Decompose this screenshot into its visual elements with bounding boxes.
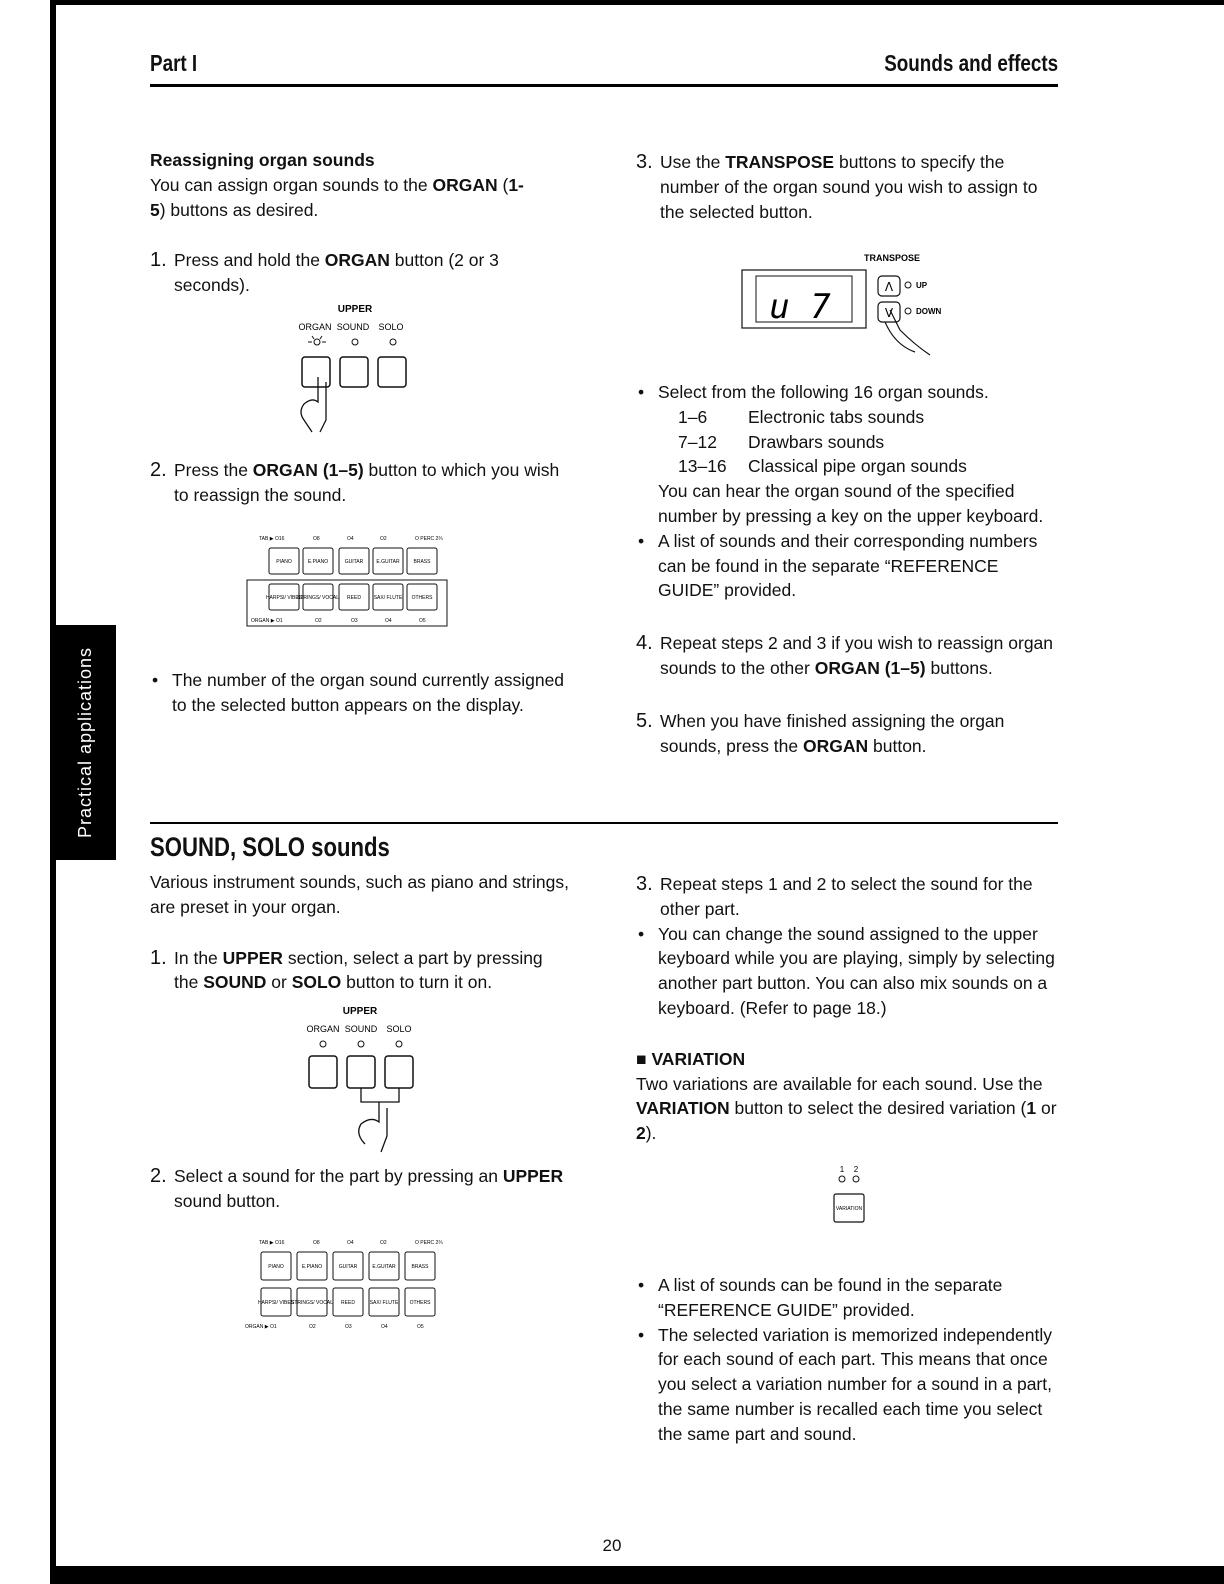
tone-label: E.PIANO — [307, 559, 329, 565]
tone-panel-2 — [245, 1236, 455, 1334]
organ-mark: ORGAN ▶ O1 — [251, 618, 283, 624]
section1-step1: 1. Press and hold the ORGAN button (2 or 3 seconds). — [150, 249, 499, 296]
variation-button-illustration — [828, 1162, 872, 1228]
sound-button[interactable] — [347, 1056, 375, 1088]
variation-num-2: 2 — [853, 1165, 859, 1174]
solo-part-label: SOLO — [378, 322, 404, 332]
section2-bullet-change: • You can change the sound assigned to the upper keyboard while you are playing, simply by selecting another part button. You can also mix sounds on a keyboard. (Refer to page 18.) — [636, 922, 1058, 1021]
down-label: DOWN — [916, 307, 942, 316]
range-row: 7–12 Drawbars sounds — [678, 431, 885, 452]
sound-part-label: SOUND — [344, 1024, 378, 1034]
pressing-hand-icon — [359, 1088, 399, 1152]
section1-subheading: Reassigning organ sounds — [150, 150, 375, 170]
organ-part-label: ORGAN — [306, 1024, 340, 1034]
up-led — [905, 282, 911, 288]
solo-button[interactable] — [378, 357, 406, 387]
tone-label: GUITAR — [338, 1264, 358, 1270]
tab-mark: O2 — [380, 1240, 387, 1246]
section2-left-column — [150, 870, 570, 995]
section1-left-bullet — [150, 668, 570, 718]
upper-part-buttons-illustration — [290, 302, 420, 442]
variation-num-1: 1 — [839, 1165, 845, 1174]
tone-label: STRINGS/ VOCAL — [297, 595, 339, 601]
sound-led — [352, 339, 358, 345]
section1-step5: 5. When you have finished assigning the organ sounds, press the ORGAN button. — [636, 709, 1005, 756]
tone-label: OTHERS — [409, 1300, 431, 1306]
side-tab — [56, 625, 116, 860]
sound-led — [358, 1041, 364, 1047]
section1-intro: You can assign organ sounds to the ORGAN (1- 5) buttons as desired. — [150, 174, 524, 220]
organ-mark: O4 — [381, 1324, 388, 1330]
section1-step2-block — [150, 458, 570, 508]
tone-label: BRASS — [411, 1264, 429, 1270]
tab-mark: O PERC 2⅔ — [415, 1240, 443, 1246]
tone-label: PIANO — [268, 1264, 284, 1270]
variation-text: Two variations are available for each sound. Use the VARIATION button to select the desired variation (1 or 2). — [636, 1073, 1057, 1144]
sound-part-label: SOUND — [336, 322, 370, 332]
organ-part-label: ORGAN — [298, 322, 332, 332]
section2-step3: 3. Repeat steps 1 and 2 to select the sound for the other part. — [636, 873, 1033, 919]
tone-label: E.GUITAR — [372, 1264, 396, 1270]
section2-intro: Various instrument sounds, such as piano and strings, are preset in your organ. — [150, 872, 569, 917]
sound-button[interactable] — [340, 357, 368, 387]
up-label: UP — [916, 281, 928, 290]
section1-step2: 2. Press the ORGAN (1–5) button to which you wish to reassign the sound. — [150, 459, 560, 505]
variation-led-1 — [839, 1176, 845, 1182]
solo-led — [396, 1041, 402, 1047]
solo-part-label: SOLO — [386, 1024, 412, 1034]
tab-mark: TAB ▶ O16 — [259, 1240, 285, 1246]
tone-panel-1 — [245, 532, 455, 630]
section1-bullet-display: • The number of the organ sound currently assigned to the selected button appears on the display. — [150, 668, 570, 718]
header-rule — [150, 84, 1058, 87]
tab-mark: O PERC 2⅔ — [415, 536, 443, 542]
variation-button-label: VARIATION — [835, 1206, 863, 1212]
tone-buttons-illustration-1 — [245, 532, 455, 630]
page-frame-bottom — [50, 1566, 1224, 1584]
page-frame-top — [50, 0, 1224, 5]
section2-bullet-memorized: • The selected variation is memorized independently for each sound of each part. This means that once you select a variation number for a sound in a part, the same number is recalled each time you select the same part and sound. — [636, 1323, 1058, 1447]
page-number: 20 — [602, 1536, 622, 1555]
organ-mark: O5 — [419, 618, 426, 624]
section1-bullet-select-cont: You can hear the organ sound of the specified number by pressing a key on the upper keyboard. — [658, 481, 1044, 526]
tone-label: PIANO — [276, 559, 292, 565]
section1-bullet-reference: • A list of sounds and their corresponding numbers can be found in the separate “REFERENCE GUIDE” provided. — [636, 529, 1058, 603]
variation-led-2 — [853, 1176, 859, 1182]
section2-step2-block — [150, 1164, 570, 1214]
organ-button[interactable] — [309, 1056, 337, 1088]
tone-label: GUITAR — [344, 559, 364, 565]
tab-mark: O2 — [380, 536, 387, 542]
section-divider — [150, 822, 1058, 824]
organ-mark: O2 — [309, 1324, 316, 1330]
section2-step2: 2. Select a sound for the part by pressing an UPPER sound button. — [150, 1165, 564, 1211]
tone-label: HARPSI/ VIBES — [265, 595, 303, 601]
down-arrow-icon: V — [884, 306, 894, 320]
upper-label: UPPER — [337, 304, 373, 315]
organ-mark: O3 — [345, 1324, 352, 1330]
organ-mark: O4 — [385, 618, 392, 624]
variation-heading: ■ VARIATION — [636, 1047, 1058, 1072]
tab-mark: TAB ▶ O16 — [259, 536, 285, 542]
upper-part-buttons-illustration-2 — [295, 1004, 425, 1154]
section2-right-column — [636, 872, 1058, 1146]
tone-label: E.PIANO — [301, 1264, 323, 1270]
section1-step4: 4. Repeat steps 2 and 3 if you wish to reassign organ sounds to the other ORGAN (1–5) buttons. — [636, 632, 1054, 678]
organ-mark: ORGAN ▶ O1 — [245, 1324, 277, 1330]
variation-diagram — [828, 1162, 872, 1228]
upper-part-diagram-sound — [295, 1004, 425, 1154]
down-led — [905, 308, 911, 314]
tone-label: SAX/ FLUTE — [373, 595, 403, 601]
section1-left-column — [150, 148, 570, 298]
tone-label: BRASS — [413, 559, 431, 565]
header-part: Part I — [150, 50, 198, 76]
upper-label: UPPER — [342, 1006, 378, 1017]
solo-button[interactable] — [385, 1056, 413, 1088]
solo-led — [390, 339, 396, 345]
tab-mark: O8 — [313, 536, 320, 542]
section1-right-bullets — [636, 380, 1058, 758]
display-readout: u 7 — [769, 287, 831, 327]
section1-step3-block — [636, 150, 1058, 224]
organ-mark: O3 — [351, 618, 358, 624]
tone-buttons-illustration-2 — [245, 1236, 455, 1334]
range-row: 13–16 Classical pipe organ sounds — [678, 456, 967, 477]
upper-part-diagram-organ — [290, 302, 420, 442]
transpose-illustration — [740, 250, 970, 360]
tone-label: REED — [341, 1300, 355, 1306]
tone-label: STRINGS/ VOCAL — [291, 1300, 333, 1306]
pressing-hand-icon — [301, 377, 326, 432]
section1-step3: 3. Use the TRANSPOSE buttons to specify the number of the organ sound you wish to assign to the selected button. — [636, 151, 1038, 222]
range-row: 1–6 Electronic tabs sounds — [678, 406, 925, 427]
tab-mark: O4 — [347, 536, 354, 542]
side-tab-label: Practical applications — [75, 646, 96, 839]
section2-bullet-list: • A list of sounds can be found in the separate “REFERENCE GUIDE” provided. — [636, 1273, 1058, 1323]
organ-mark: O2 — [315, 618, 322, 624]
section2-right-bullets — [636, 1273, 1058, 1447]
tab-mark: O8 — [313, 1240, 320, 1246]
section1-bullet-select: • Select from the following 16 organ sounds. — [636, 380, 1058, 405]
tone-label: SAX/ FLUTE — [369, 1300, 399, 1306]
section2-heading: SOUND, SOLO sounds — [150, 832, 390, 862]
organ-led — [320, 1041, 326, 1047]
tone-label: HARPSI/ VIBES — [257, 1300, 295, 1306]
organ-mark: O5 — [417, 1324, 424, 1330]
transpose-diagram — [740, 250, 970, 360]
tab-mark: O4 — [347, 1240, 354, 1246]
up-arrow-icon: Λ — [884, 280, 894, 294]
tone-label: E.GUITAR — [376, 559, 400, 565]
transpose-label: TRANSPOSE — [863, 253, 921, 263]
tone-label: REED — [347, 595, 361, 601]
section2-step1: 1. In the UPPER section, select a part by pressing the SOUND or SOLO button to turn it on. — [150, 946, 543, 993]
header-title: Sounds and effects — [884, 50, 1058, 76]
organ-led-lit — [314, 339, 320, 345]
tone-label: OTHERS — [411, 595, 433, 601]
